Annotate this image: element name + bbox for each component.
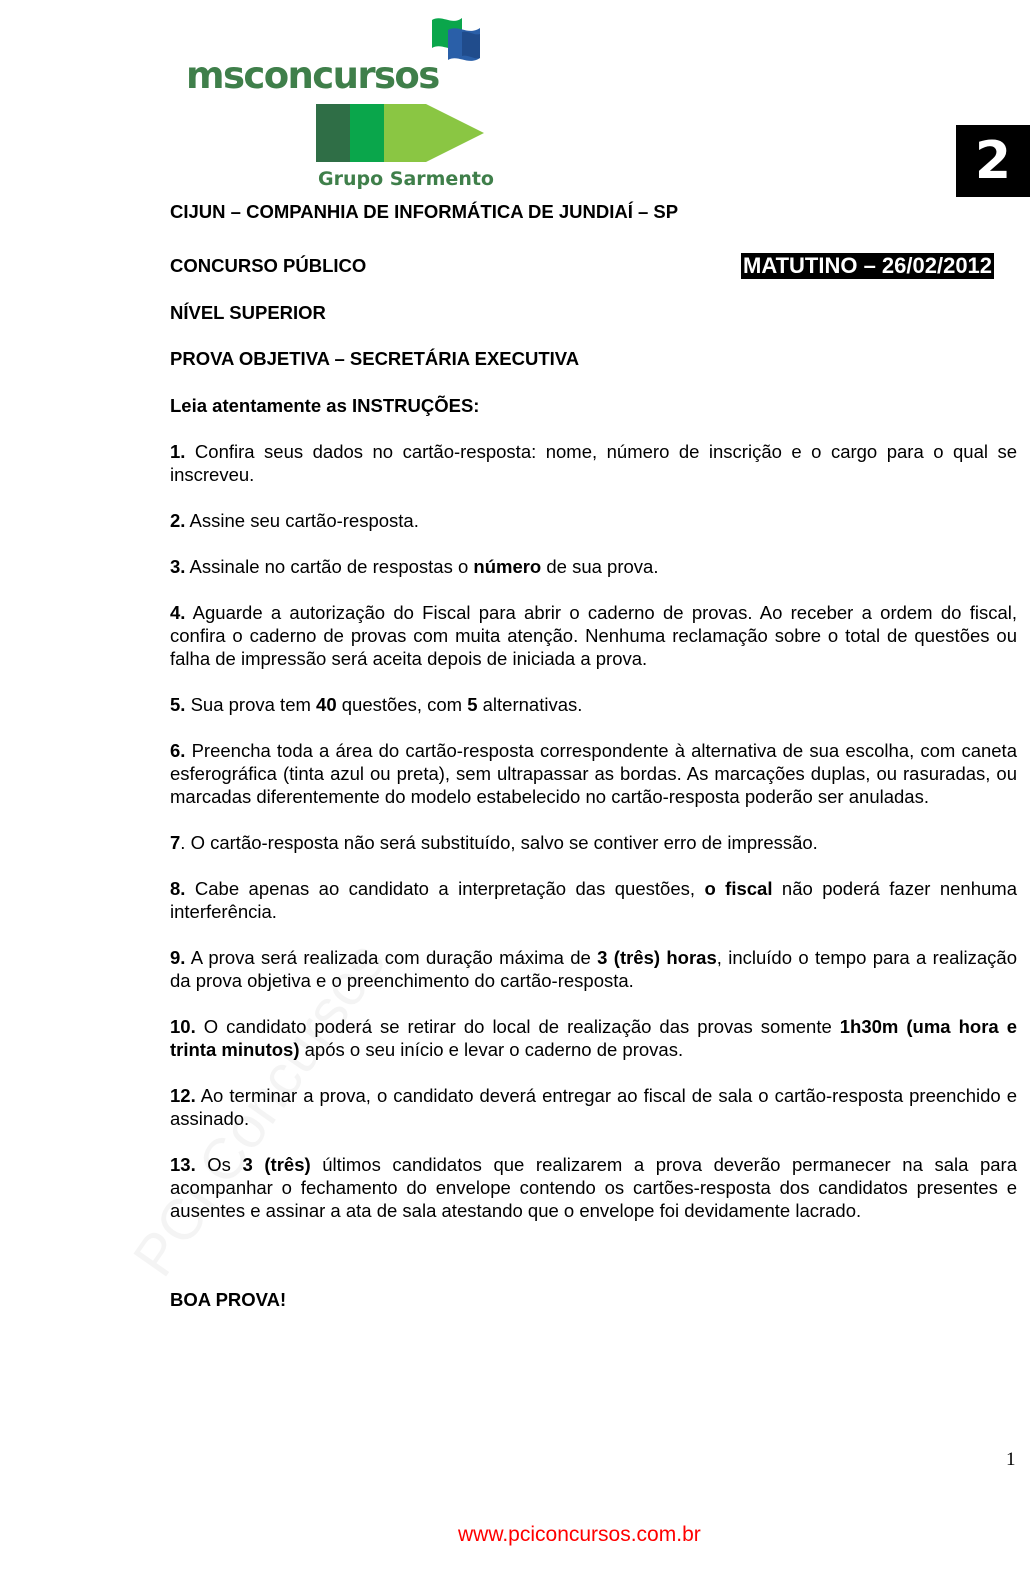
instruction-text: Confira seus dados no cartão-resposta: nome, número de inscrição e o cargo para o qual se inscreveu. (170, 441, 1017, 485)
instruction-number: 6. (170, 740, 186, 761)
exam-type-heading: CONCURSO PÚBLICO (170, 255, 367, 276)
instruction-number: 8. (170, 878, 186, 899)
instruction-text: não poderá fazer nenhuma interferência. (170, 878, 1017, 922)
instruction-emphasis: número (473, 556, 542, 577)
instruction-number: 1. (170, 441, 186, 462)
instruction-item (170, 1153, 1017, 1222)
level-heading: NÍVEL SUPERIOR (170, 302, 326, 323)
instruction-emphasis: 5 (467, 694, 478, 715)
instruction-number: 5. (170, 694, 186, 715)
instruction-number: 2. (170, 510, 186, 531)
logo-tagline: Grupo Sarmento (318, 168, 494, 190)
msconcursos-logo (180, 10, 494, 190)
closing-text: BOA PROVA! (170, 1289, 287, 1310)
instruction-number: 3. (170, 556, 186, 577)
logo-wordmark: msconcursos (186, 54, 439, 97)
instruction-item (170, 601, 1017, 670)
instruction-item (170, 509, 1017, 532)
instruction-emphasis: 3 (três) (242, 1154, 311, 1175)
footer-link[interactable]: www.pciconcursos.com.br (458, 1523, 701, 1546)
instruction-emphasis: 3 (três) horas (597, 947, 717, 968)
instruction-text: Os (195, 1154, 243, 1175)
instruction-item (170, 739, 1017, 808)
instruction-emphasis: 40 (316, 694, 337, 715)
instruction-number: 9. (170, 947, 186, 968)
instruction-text: , incluído o tempo para a realização da prova objetiva e o preenchimento do cartão-resposta. (170, 947, 1017, 991)
instruction-number: 4. (170, 602, 186, 623)
instruction-item (170, 946, 1017, 992)
instruction-number: 12. (170, 1085, 196, 1106)
instruction-text: últimos candidatos que realizarem a prova deverão permanecer na sala para acompanhar o fechamento do envelope contendo os cartões-resposta dos candidatos presentes e ausentes e assinar a ata de sala atestando que o envelope foi devidamente lacrado. (170, 1154, 1017, 1221)
instruction-text: Aguarde a autorização do Fiscal para abrir o caderno de provas. Ao receber a ordem do fiscal, confira o caderno de provas com muita atenção. Nenhuma reclamação sobre o total de questões ou falha de impressão será aceita depois de iniciada a prova. (170, 602, 1017, 669)
instruction-emphasis: 1h30m (uma hora e trinta minutos) (170, 1016, 1017, 1060)
instruction-number: 7 (170, 832, 181, 853)
booklet-number-badge: 2 (956, 125, 1030, 197)
instruction-item (170, 831, 1017, 854)
instruction-text: alternativas. (477, 694, 583, 715)
instruction-emphasis: o fiscal (704, 878, 773, 899)
session-date-badge: MATUTINO – 26/02/2012 (743, 253, 993, 278)
instruction-number: 13. (170, 1154, 196, 1175)
instruction-text: Preencha toda a área do cartão-resposta correspondente à alternativa de sua escolha, com caneta esferográfica (tinta azul ou preta), sem ultrapassar as bordas. As marcações duplas, ou rasuradas, ou marcadas diferentemente do modelo estabelecido no cartão-resposta poderão ser anuladas. (170, 740, 1017, 807)
instructions-heading: Leia atentamente as INSTRUÇÕES: (170, 395, 480, 416)
instruction-text: de sua prova. (541, 556, 659, 577)
instruction-text: Assine seu cartão-resposta. (185, 510, 419, 531)
instruction-number: 10. (170, 1016, 196, 1037)
instruction-text: . O cartão-resposta não será substituído, salvo se contiver erro de impressão. (180, 832, 818, 853)
instruction-text: Sua prova tem (185, 694, 317, 715)
arrows-icon (316, 102, 486, 164)
instruction-text: Cabe apenas ao candidato a interpretação das questões, (185, 878, 705, 899)
instruction-text: Ao terminar a prova, o candidato deverá entregar ao fiscal de sala o cartão-resposta preenchido e assinado. (170, 1085, 1017, 1129)
instruction-item (170, 693, 1017, 716)
company-heading: CIJUN – COMPANHIA DE INFORMÁTICA DE JUNDIAÍ – SP (170, 201, 679, 222)
test-title: PROVA OBJETIVA – SECRETÁRIA EXECUTIVA (170, 348, 580, 369)
instruction-item (170, 877, 1017, 923)
instruction-text: O candidato poderá se retirar do local de realização das provas somente (195, 1016, 840, 1037)
instruction-item (170, 440, 1017, 486)
instruction-item (170, 555, 1017, 578)
instruction-text: A prova será realizada com duração máxima de (185, 947, 598, 968)
instruction-text: Assinale no cartão de respostas o (185, 556, 474, 577)
instruction-text: após o seu início e levar o caderno de provas. (299, 1039, 684, 1060)
page-number: 1 (1006, 1449, 1016, 1470)
instruction-text: questões, com (336, 694, 468, 715)
